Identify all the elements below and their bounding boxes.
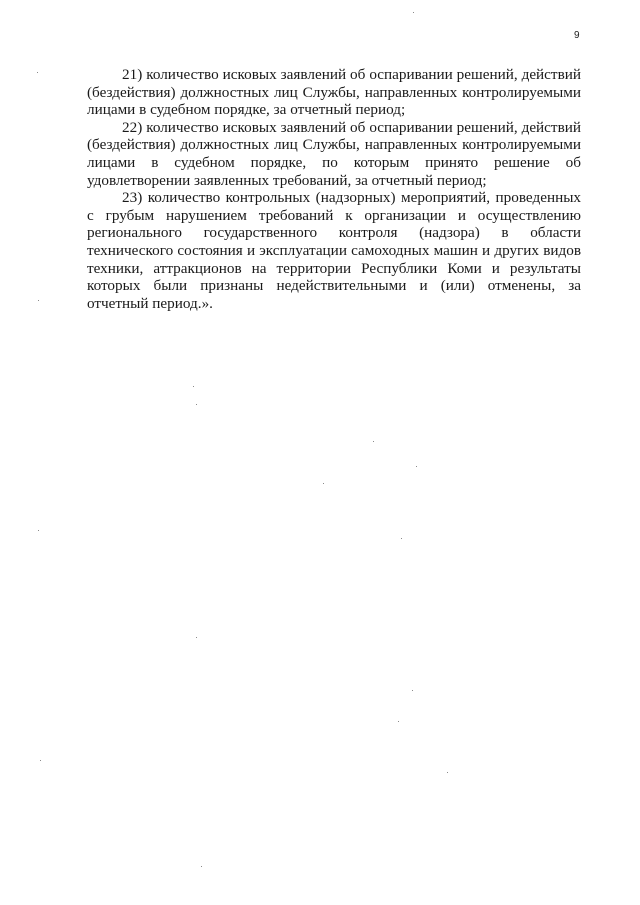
scan-speck <box>196 637 197 638</box>
scan-speck <box>193 386 194 387</box>
scan-speck <box>37 72 38 73</box>
scan-speck <box>201 866 202 867</box>
scan-speck <box>38 300 39 301</box>
scan-speck <box>373 441 374 442</box>
scan-speck <box>401 538 402 539</box>
scan-speck <box>196 404 197 405</box>
paragraph-21: 21) количество исковых заявлений об оспаривании решений, действий (бездействия) должностных лиц Службы, направленных контролируемыми лицами в судебном порядке, за отчетный период; <box>87 66 581 119</box>
scan-speck <box>398 721 399 722</box>
document-body <box>87 66 581 312</box>
paragraph-22: 22) количество исковых заявлений об оспаривании решений, действий (бездействия) должностных лиц Службы, направленных контролируемыми лицами в судебном порядке, по которым принято решение об удовлетворении заявленных требований, за отчетный период; <box>87 118 581 189</box>
scan-speck <box>413 12 414 13</box>
scan-speck <box>412 690 413 691</box>
scan-speck <box>447 772 448 773</box>
scan-speck <box>416 466 417 467</box>
paragraph-23: 23) количество контрольных (надзорных) мероприятий, проведенных с грубым нарушением требований к организации и осуществлению регионального государственного контроля (надзора) в области технического состояния и эксплуатации самоходных машин и других видов техники, аттракционов на территории Республики Коми и результаты которых были признаны недействительными и (или) отменены, за отчетный период.». <box>87 189 581 312</box>
scan-speck <box>38 530 39 531</box>
page-number: 9 <box>574 30 580 41</box>
scan-speck <box>40 760 41 761</box>
scan-speck <box>323 483 324 484</box>
